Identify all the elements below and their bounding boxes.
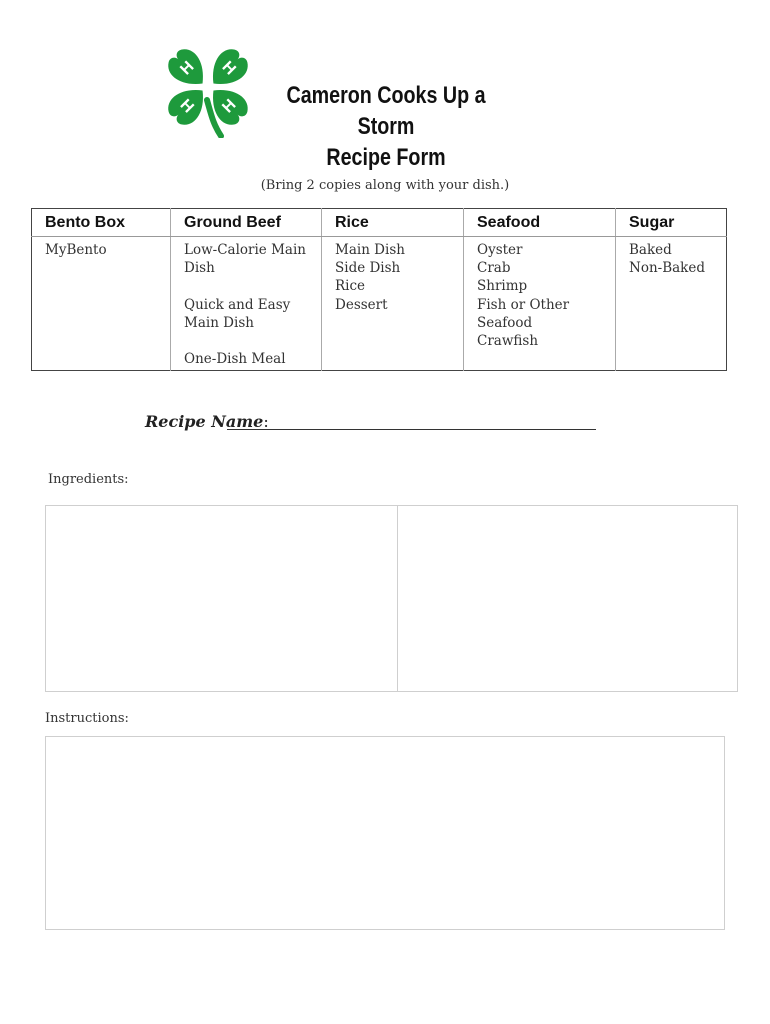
recipe-name-field[interactable]	[227, 429, 596, 430]
title-line-1: Cameron Cooks Up a Storm	[286, 82, 486, 140]
category-heading: Bento Box	[32, 209, 171, 237]
category-items	[32, 237, 171, 371]
instructions-label: Instructions:	[45, 711, 129, 726]
category-items-row	[32, 237, 727, 371]
category-heading: Sugar	[616, 209, 727, 237]
subtitle: (Bring 2 copies along with your dish.)	[260, 178, 510, 193]
clover-leaf-top-left	[163, 44, 214, 95]
ingredients-column-divider	[397, 505, 398, 691]
category-header-row	[32, 209, 727, 237]
category-item: Main Dish	[335, 242, 405, 258]
category-items	[171, 237, 322, 371]
category-heading: Rice	[322, 209, 464, 237]
category-item: Low-Calorie Main	[184, 242, 306, 258]
clover-leaf-top-right	[202, 44, 253, 95]
category-item: Non-Baked	[629, 260, 705, 277]
category-item: Quick and Easy	[184, 296, 291, 313]
category-item: Fish or Other	[477, 296, 570, 313]
title-line-2: Recipe Form	[326, 144, 446, 171]
leaf-letter: H	[218, 58, 239, 79]
category-item: Main Dish	[184, 314, 254, 331]
category-item: Rice	[335, 278, 366, 295]
category-items	[322, 237, 464, 371]
category-items	[464, 237, 616, 371]
category-item: Shrimp	[477, 278, 528, 295]
category-item: Oyster	[477, 242, 523, 258]
category-item: Baked	[629, 242, 672, 258]
category-item: Crawfish	[477, 333, 539, 350]
4h-clover-logo	[163, 42, 255, 138]
instructions-field[interactable]	[45, 736, 725, 930]
category-heading: Seafood	[464, 209, 616, 237]
recipe-name-colon: :	[263, 412, 269, 431]
category-item: Side Dish	[335, 260, 401, 277]
category-item: MyBento	[45, 242, 107, 258]
ingredients-label: Ingredients:	[48, 472, 129, 487]
category-item: Dessert	[335, 296, 388, 313]
category-items	[616, 237, 727, 371]
ingredients-field[interactable]	[45, 505, 738, 692]
leaf-letter: H	[177, 58, 198, 79]
category-item: Seafood	[477, 314, 533, 331]
category-item: One-Dish Meal	[184, 351, 286, 368]
category-table	[31, 208, 727, 371]
category-item: Dish	[184, 260, 215, 277]
leaf-letter: H	[219, 96, 240, 117]
recipe-name-label-text: Recipe Name	[145, 412, 264, 431]
category-item: Crab	[477, 260, 511, 277]
leaf-letter: H	[176, 96, 197, 117]
category-heading: Ground Beef	[171, 209, 322, 237]
page-title	[279, 80, 492, 173]
